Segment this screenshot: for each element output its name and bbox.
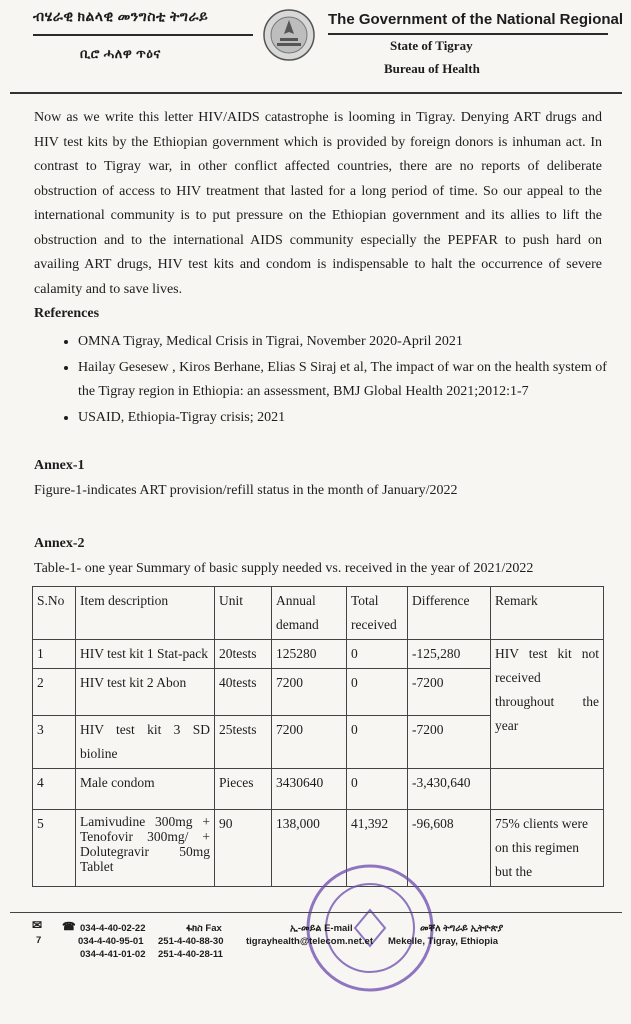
cell-remark: 75% clients were on this regimen but the [491,810,604,887]
envelope-icon: ✉ [32,918,43,932]
cell-unit: Pieces [215,769,272,810]
cell-received: 0 [347,716,408,769]
cell-received: 0 [347,669,408,716]
cell-unit: 90 [215,810,272,887]
col-header-sno: S.No [33,587,76,640]
annex1-heading: Annex-1 [34,458,85,473]
pobox-number: 7 [36,935,42,946]
letterhead-english-government: The Government of the National Regional [328,11,624,28]
phone-2: 034-4-40-95-01 [78,936,144,947]
figure-caption: Figure-1-indicates ART provision/refill status in the month of January/2022 [34,483,458,498]
references-list [60,330,618,432]
phone-3: 034-4-41-01-02 [80,949,146,960]
fax-label: ፋክስ Fax [186,923,222,934]
table-caption: Table-1- one year Summary of basic supply needed vs. received in the year of 2021/2022 [34,561,534,576]
col-header-unit: Unit [215,587,272,640]
table-row [33,769,604,810]
references-heading: References [34,306,100,321]
cell-unit: 40tests [215,669,272,716]
letterhead-tigrinya-bureau: ቢሮ ሓለዋ ጥዕና [80,46,161,61]
cell-demand: 7200 [272,669,347,716]
city-name: Mekelle, Tigray, Ethiopia [388,936,498,947]
cell-sno: 5 [33,810,76,887]
col-header-item: Item description [76,587,215,640]
letterhead-bureau: Bureau of Health [384,61,480,76]
cell-sno: 4 [33,769,76,810]
cell-received: 0 [347,640,408,669]
cell-received: 0 [347,769,408,810]
cell-difference: -7200 [408,716,491,769]
reference-item: • OMNA Tigray, Medical Crisis in Tigrai, November 2020-April 2021 [78,330,618,354]
reference-item: • Hailay Gesesew , Kiros Berhane, Elias S Siraj et al, The impact of war on the health system of the Tigray region in Ethiopia: an assessment, BMJ Global Health 2021;2012:1-7 [78,356,618,404]
cell-item: Male condom [76,769,215,810]
table-row [33,640,604,669]
letterhead-rule [33,34,253,36]
reference-item: • USAID, Ethiopia-Tigray crisis; 2021 [78,406,618,430]
email-address: tigrayhealth@telecom.net.et [246,936,373,947]
cell-unit: 25tests [215,716,272,769]
cell-unit: 20tests [215,640,272,669]
cell-remark-empty [491,769,604,810]
col-header-received: Total received [347,587,408,640]
phone-1: 034-4-40-02-22 [80,923,146,934]
cell-difference: -3,430,640 [408,769,491,810]
annex2-heading: Annex-2 [34,536,85,551]
supply-table [32,586,604,887]
cell-demand: 125280 [272,640,347,669]
col-header-difference: Difference [408,587,491,640]
body-paragraph: Now as we write this letter HIV/AIDS catastrophe is looming in Tigray. Denying ART drugs and HIV test kits by the Ethiopian government which is provided by foreign donors is inhuman act. In contrast to Tigray war, in other conflict affected countries, there are no reports of deliberate obstruction of access to HIV treatment that lasted for a long period of time. So our appeal to the international community is to put pressure on the Ethiopian government and its allies to lift the obstruction and to the international AIDS community especially the PEPFAR to push hard on availing ART drugs, HIV test kits and condom is indispensable to halt the occurrence of severe calamity and to save lives. [34,110,602,297]
cell-demand: 3430640 [272,769,347,810]
cell-sno: 2 [33,669,76,716]
cell-sno: 1 [33,640,76,669]
cell-demand: 138,000 [272,810,347,887]
email-label: ኢ-መይል E-mail [290,923,353,934]
cell-sno: 3 [33,716,76,769]
cell-item: HIV test kit 2 Abon [76,669,215,716]
cell-difference: -96,608 [408,810,491,887]
cell-demand: 7200 [272,716,347,769]
city-label: መቐለ ትግራይ ኢትዮጵያ [420,923,504,934]
cell-item: HIV test kit 1 Stat-pack [76,640,215,669]
col-header-demand: Annual demand [272,587,347,640]
phone-icon: ☎ [62,921,76,933]
letterhead-tigrinya-government: ብሄራዊ ክልላዊ መንግስቲ ትግራይ [33,10,209,25]
cell-item: HIV test kit 3 SD bioline [76,716,215,769]
table-header-row [33,587,604,640]
cell-remark: HIV test kit not received throughout the year [491,640,604,769]
cell-difference: -125,280 [408,640,491,669]
fax-1: 251-4-40-88-30 [158,936,224,947]
footer-divider [10,912,622,913]
government-seal-icon [262,8,316,62]
letterhead-divider [10,92,622,94]
fax-2: 251-4-40-28-11 [158,949,223,960]
cell-difference: -7200 [408,669,491,716]
col-header-remark: Remark [491,587,604,640]
letterhead-state: State of Tigray [390,38,473,53]
cell-item: Lamivudine 300mg + Tenofovir 300mg/ + Dolutegravir 50mg Tablet [76,810,215,887]
letterhead-rule [328,33,608,35]
cell-received: 41,392 [347,810,408,887]
